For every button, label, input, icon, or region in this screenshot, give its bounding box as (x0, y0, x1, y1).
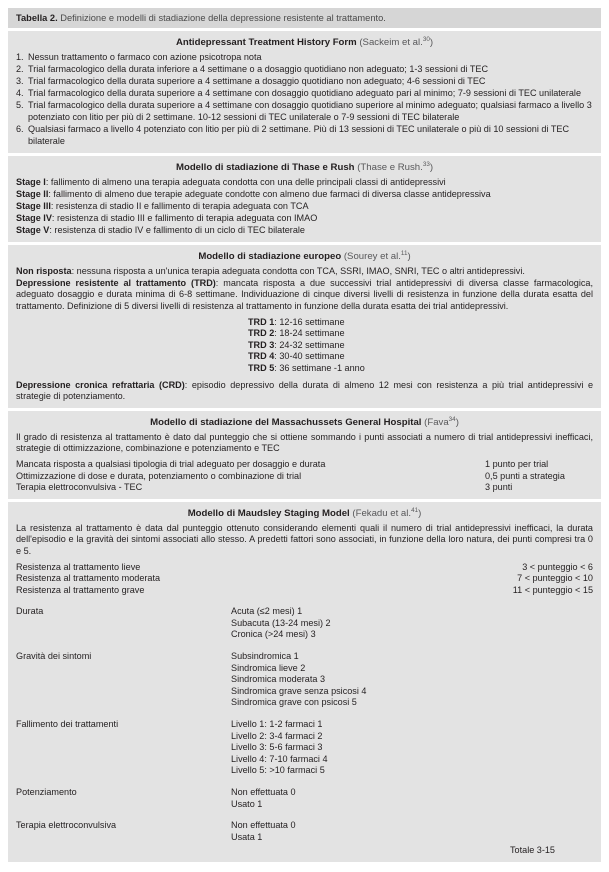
row-value: 0,5 punti a strategia (485, 470, 565, 481)
list-item-text: Qualsiasi farmaco a livello 4 potenziato con litio per più di 2 settimane. Più di 13 sessioni di TEC unilaterale o più di 10 sessioni di TEC bilaterale (28, 124, 570, 146)
trd-level-text: : 12-16 settimane (274, 316, 345, 327)
factor-item: Sindromica moderata 3 (231, 674, 326, 685)
factor-items (231, 651, 593, 709)
table-row (16, 459, 593, 471)
list-item-text: Nessun trattamento o farmaco con azione psicotropa nota (28, 52, 262, 62)
row-value: 1 punto per trial (485, 458, 549, 469)
table-row (16, 573, 593, 585)
trd-text: : mancata risposta a due successivi trial antidepressivi di diversa classe farmacologica, adeguato dosaggio e durata minima di 6-8 settimane. Individuazione di cinque diversi livelli di resistenza in funzione della durata esatta del trattamento. Definizione di 5 diversi livelli di resistenza al trattamento in funzione della durata esatta dei trial antidepressivi. (16, 277, 593, 311)
section-title-mgh (16, 416, 593, 429)
section-reference (424, 417, 459, 428)
section-title-text: Modello di stadiazione europeo (198, 251, 342, 263)
trd-level-text: : 36 settimane -1 anno (274, 362, 365, 373)
spacer-row (16, 709, 593, 719)
ref-prefix: (Sackeim et al. (359, 37, 423, 48)
list-item-number: 5. (16, 100, 24, 111)
list-item-text: Trial farmacologico della durata superiore a 4 settimane a dosaggio quotidiano non adeguato; 4-6 sessioni di TEC (28, 76, 486, 87)
mgh-score-table (16, 459, 593, 494)
section-thase-rush (8, 156, 601, 242)
trd-level-label: TRD 2 (248, 328, 275, 339)
spacer-cell (16, 810, 593, 820)
table-row (16, 471, 593, 483)
factor-item: Acuta (≤2 mesi) 1 (231, 606, 303, 617)
ref-prefix: (Fekadu et al. (352, 507, 412, 519)
factor-item: Livello 4: 7-10 farmaci 4 (231, 753, 328, 764)
spacer-row (16, 596, 593, 606)
row-key: Terapia elettroconvulsiva - TEC (16, 482, 143, 493)
stage-line (16, 189, 593, 201)
factor-item: Non effettuata 0 (231, 787, 296, 797)
spacer-cell (16, 596, 593, 606)
spacer-cell (16, 777, 593, 787)
section-reference (359, 37, 433, 48)
section-title-athf (16, 36, 593, 49)
trd-level-line (16, 340, 593, 352)
ref-prefix: (Sourey et al. (343, 251, 401, 263)
row-key: Resistenza al trattamento grave (16, 584, 145, 595)
list-item-text: Trial farmacologico della durata inferiore a 4 settimane o a dosaggio quotidiano non adeguato; 1-3 sessioni di TEC (28, 64, 489, 75)
stage-label: Stage V (16, 225, 50, 236)
maudsley-factors-table (16, 596, 593, 843)
trd-level-line (16, 317, 593, 329)
list-item (16, 100, 593, 123)
stage-label: Stage II (16, 188, 49, 199)
list-item-number: 4. (16, 88, 24, 99)
row-key: Resistenza al trattamento moderata (16, 573, 161, 584)
trd-level-line (16, 328, 593, 340)
list-item (16, 76, 593, 88)
ref-suffix: ) (429, 161, 434, 173)
row-key: Mancata risposta a qualsiasi tipologia di trial adeguato per dosaggio e durata (16, 458, 326, 469)
factor-label: Potenziamento (16, 787, 77, 797)
mgh-intro: Il grado di resistenza al trattamento è dato dal punteggio che si ottiene sommando i punti associati a numero di trial antidepressivi inefficaci, strategie di ottimizzazione, combinazione e potenziamento e TEC (16, 431, 593, 454)
factor-items (231, 787, 593, 810)
row-value: 11 < punteggio < 15 (512, 584, 593, 595)
section-athf (8, 31, 601, 153)
stage-line (16, 177, 593, 189)
stage-text: : resistenza di stadio II e fallimento di terapia adeguata con TCA (50, 200, 309, 211)
table-row (16, 562, 593, 574)
spacer-row (16, 810, 593, 820)
trd-level-label: TRD 1 (248, 316, 275, 327)
factor-items (231, 820, 593, 843)
athf-list (16, 52, 593, 147)
factor-label: Fallimento dei trattamenti (16, 719, 119, 730)
ref-suffix: ) (429, 37, 434, 48)
trd-label: Depressione resistente al trattamento (TRD) (16, 277, 216, 288)
section-reference (352, 508, 421, 519)
factor-items (231, 606, 593, 641)
trd-level-label: TRD 3 (248, 339, 275, 350)
section-europeo (8, 245, 601, 408)
trd-level-text: : 30-40 settimane (274, 351, 345, 362)
stage-text: : fallimento di almeno due terapie adeguate condotte con almeno due farmaci di diversa classe antidepressiva (48, 188, 491, 199)
factor-item: Subacuta (13-24 mesi) 2 (231, 617, 331, 628)
section-reference (357, 162, 433, 173)
spacer-row (16, 641, 593, 651)
non-risposta-text: : nessuna risposta a un'unica terapia adeguata condotta con TCA, SSRI, IMAO, SNRI, TEC o altri antidepressivi. (71, 266, 525, 277)
maudsley-severity-table (16, 562, 593, 597)
thase-rush-stages (16, 177, 593, 237)
ref-suffix: ) (418, 507, 422, 519)
stage-label: Stage I (16, 176, 46, 187)
trd-level-label: TRD 5 (248, 362, 275, 373)
table-row (16, 585, 593, 597)
section-title-text: Modello di stadiazione del Massachussets General Hospital (150, 416, 422, 428)
table-row (16, 482, 593, 494)
factor-item: Sindromica lieve 2 (231, 662, 306, 673)
factor-label: Durata (16, 606, 44, 617)
list-item-number: 3. (16, 76, 24, 87)
trd-level-line (16, 363, 593, 375)
trd-level-text: : 24-32 settimane (274, 339, 345, 350)
list-item (16, 52, 593, 64)
table-row (16, 820, 593, 843)
section-title-text: Modello di stadiazione di Thase e Rush (175, 161, 355, 173)
section-title-text: Modello di Maudsley Staging Model (187, 507, 350, 519)
factor-item: Usata 1 (231, 831, 263, 842)
list-item-number: 6. (16, 124, 24, 135)
section-title-maudsley (16, 507, 593, 520)
table-row (16, 787, 593, 810)
trd-paragraph (16, 278, 593, 313)
spacer-cell (16, 709, 593, 719)
non-risposta-paragraph (16, 266, 593, 278)
section-maudsley (8, 502, 601, 862)
list-item (16, 88, 593, 100)
row-value: 3 punti (485, 482, 513, 493)
ref-superscript: 34 (448, 415, 456, 423)
trd-level-line (16, 351, 593, 363)
trd-level-text: : 18-24 settimane (274, 328, 345, 339)
crd-text: : episodio depressivo della durata di almeno 12 mesi con resistenza a più trial antidepressivi e strategie di potenziamento. (16, 379, 594, 402)
factor-items (231, 719, 593, 777)
spacer-cell (16, 641, 593, 651)
list-item (16, 64, 593, 76)
non-risposta-label: Non risposta (16, 266, 72, 277)
section-title-europeo (16, 250, 593, 263)
section-reference (344, 251, 411, 262)
row-value: 3 < punteggio < 6 (522, 561, 593, 572)
maudsley-intro: La resistenza al trattamento è data dal punteggio ottenuto considerando elementi quali il numero di trial antidepressivi inefficaci, la durata dell'episodio e la gravità dei sintomi associati allo stesso. A predetti fattori sono associati, in funzione della loro natura, dei punti compresi tra 0 e 5. (16, 522, 593, 556)
section-mgh (8, 411, 601, 499)
list-item-text: Trial farmacologico della durata superiore a 4 settimane con dosaggio quotidiano superiore al minimo adeguato; qualsiasi farmaco a livello 3 potenziato con litio per più di 2 settimane. 10-12 sessioni di TEC unilaterale o 7-9 sessioni di TEC bilaterale (28, 100, 592, 122)
row-value: 7 < punteggio < 10 (517, 573, 593, 584)
factor-item: Non effettuata 0 (231, 820, 296, 831)
stage-text: : resistenza di stadio IV e fallimento di un ciclo di TEC bilaterale (49, 225, 305, 236)
table-caption (8, 8, 601, 28)
spacer-row (16, 777, 593, 787)
ref-superscript: 11 (400, 250, 408, 258)
list-item (16, 124, 593, 147)
ref-superscript: 30 (422, 35, 430, 43)
factor-item: Sindromica grave con psicosi 5 (231, 697, 357, 708)
factor-item: Subsindromica 1 (231, 651, 299, 662)
factor-item: Cronica (>24 mesi) 3 (231, 629, 316, 640)
trd-levels-block (16, 317, 593, 375)
stage-label: Stage IV (16, 213, 52, 224)
factor-item: Livello 2: 3-4 farmaci 2 (231, 730, 323, 741)
factor-item: Sindromica grave senza psicosi 4 (231, 685, 367, 696)
factor-label: Terapia elettroconvulsiva (16, 820, 117, 831)
factor-label: Gravità dei sintomi (16, 651, 92, 662)
ref-suffix: ) (407, 251, 411, 263)
list-item-number: 1. (16, 52, 24, 62)
row-key: Resistenza al trattamento lieve (16, 561, 141, 572)
factor-item: Usato 1 (231, 798, 263, 809)
ref-prefix: (Thase e Rush. (357, 161, 423, 173)
ref-superscript: 41 (411, 506, 419, 514)
factor-item: Livello 5: >10 farmaci 5 (231, 765, 325, 776)
stage-text: : resistenza di stadio III e fallimento di terapia adeguata con IMAO (51, 213, 318, 224)
caption-label: Tabella 2. (16, 13, 58, 23)
table-row (16, 719, 593, 777)
factor-item: Livello 3: 5-6 farmaci 3 (231, 742, 323, 753)
factor-item: Livello 1: 1-2 farmaci 1 (231, 719, 323, 730)
ref-suffix: ) (455, 416, 459, 428)
list-item-text: Trial farmacologico della durata superiore a 4 settimane con dosaggio quotidiano adeguato pari al minimo; 7-9 sessioni di TEC unilaterale (28, 88, 582, 99)
crd-label: Depressione cronica refrattaria (CRD) (16, 379, 185, 390)
stage-line (16, 213, 593, 225)
table-row (16, 651, 593, 709)
stage-line (16, 201, 593, 213)
caption-text: Definizione e modelli di stadiazione della depressione resistente al trattamento. (57, 13, 386, 23)
section-title-text: Antidepressant Treatment History Form (175, 37, 357, 48)
list-item-number: 2. (16, 64, 24, 75)
crd-paragraph (16, 380, 593, 403)
section-title-thase-rush (16, 161, 593, 174)
ref-prefix: (Fava (424, 416, 449, 428)
row-key: Ottimizzazione di dose e durata, potenziamento o combinazione di trial (16, 470, 302, 481)
stage-text: : fallimento di almeno una terapia adeguata condotta con una delle principali classi di antidepressivi (45, 176, 446, 187)
stage-label: Stage III (16, 200, 51, 211)
table-row (16, 606, 593, 641)
ref-superscript: 33 (422, 160, 430, 168)
trd-level-label: TRD 4 (248, 351, 275, 362)
stage-line (16, 225, 593, 237)
maudsley-total: Totale 3-15 (510, 845, 555, 856)
